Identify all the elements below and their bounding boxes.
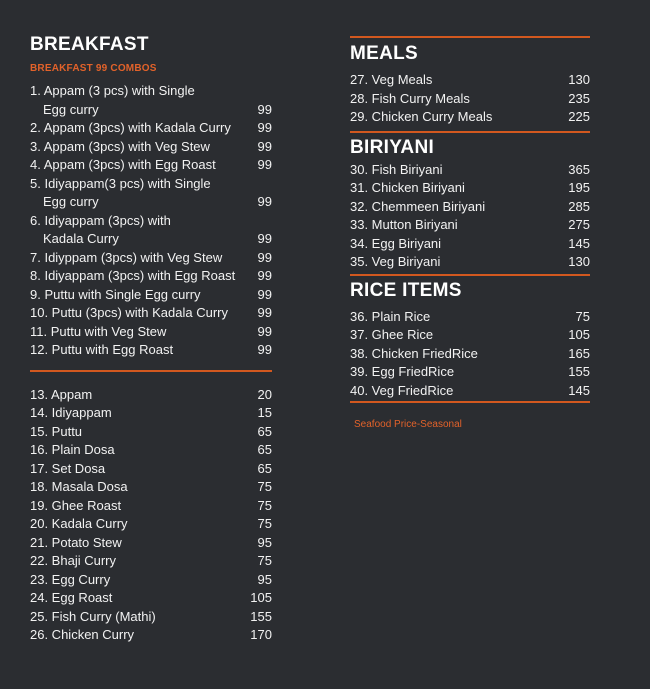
menu-item [350, 253, 590, 272]
menu-item-price: 195 [568, 180, 590, 195]
menu-item [350, 198, 590, 217]
menu-item-name: 19. Ghee Roast [30, 497, 122, 513]
menu-item-price: 99 [257, 323, 272, 339]
section-divider [30, 370, 272, 372]
menu-item [350, 71, 590, 90]
menu-item-name: 25. Fish Curry (Mathi) [30, 608, 156, 624]
menu-item [350, 363, 590, 382]
menu-item-price: 275 [568, 217, 590, 232]
menu-item-name: 28. Fish Curry Meals [350, 90, 470, 106]
menu-item-name: 7. Idiyppam (3pcs) with Veg Stew [30, 249, 223, 265]
menu-item-name: 32. Chemmeen Biriyani [350, 198, 486, 214]
menu-item-price: 99 [257, 342, 272, 357]
menu-item-name: 35. Veg Biriyani [350, 254, 441, 269]
menu-item-price: 170 [250, 627, 272, 642]
menu-item [30, 608, 272, 627]
menu-item [350, 326, 590, 345]
menu-item [350, 235, 590, 254]
menu-item-name: 36. Plain Rice [350, 308, 431, 324]
menu-item [30, 212, 272, 249]
menu-item-price: 65 [257, 442, 272, 457]
menu-item-name: 5. Idiyappam(3 pcs) with Single [30, 175, 211, 191]
menu-item-name: Egg curry [43, 101, 99, 117]
menu-item-name: 15. Puttu [30, 423, 83, 439]
menu-item-name: 26. Chicken Curry [30, 627, 135, 642]
menu-item-price: 75 [257, 497, 272, 513]
menu-item-name: 34. Egg Biriyani [350, 235, 442, 251]
breakfast-column [30, 34, 272, 645]
menu-item-name: 2. Appam (3pcs) with Kadala Curry [30, 120, 231, 135]
menu-item-price: 99 [257, 194, 272, 209]
menu-item-price: 145 [568, 382, 590, 398]
menu-item [30, 119, 272, 138]
menu-item [350, 308, 590, 327]
menu-item-name: 33. Mutton Biriyani [350, 217, 458, 232]
menu-item [30, 249, 272, 268]
menu-item-row [30, 193, 272, 212]
menu-item-name: 30. Fish Biriyani [350, 161, 443, 177]
menu-item-name: 6. Idiyappam (3pcs) with [30, 212, 171, 228]
menu-item-name: 1. Appam (3 pcs) with Single [30, 83, 195, 98]
menu-item-price: 95 [257, 534, 272, 550]
menu-item-price: 130 [568, 72, 590, 87]
menu-item [30, 534, 272, 553]
menu-item-name: 4. Appam (3pcs) with Egg Roast [30, 157, 216, 172]
menu-item-price: 75 [257, 516, 272, 531]
right-column [350, 36, 590, 431]
menu-item-price: 95 [257, 571, 272, 587]
breakfast-item-list [30, 386, 272, 645]
menu-item-row [30, 101, 272, 120]
menu-item [30, 82, 272, 119]
menu-item-price: 99 [257, 305, 272, 320]
menu-item-price: 105 [250, 590, 272, 605]
menu-item-name: 22. Bhaji Curry [30, 553, 116, 568]
menu-item-name: 10. Puttu (3pcs) with Kadala Curry [30, 305, 228, 320]
menu-item-name: Egg curry [43, 194, 99, 209]
menu-item-price: 65 [257, 460, 272, 476]
menu-item [350, 382, 590, 401]
menu-item-name: 24. Egg Roast [30, 590, 113, 605]
menu-item-price: 65 [257, 423, 272, 439]
menu-item-price: 99 [257, 138, 272, 154]
menu-item [30, 138, 272, 157]
menu-item-price: 99 [257, 231, 272, 246]
menu-item-price: 365 [568, 161, 590, 177]
menu-item-name: 13. Appam [30, 386, 93, 402]
menu-item-price: 75 [575, 308, 590, 324]
menu-item-name: 37. Ghee Rice [350, 327, 434, 342]
menu-item-name: 20. Kadala Curry [30, 516, 128, 531]
menu-item-name: 21. Potato Stew [30, 534, 122, 550]
menu-item [30, 175, 272, 212]
menu-item-name: 40. Veg FriedRice [350, 382, 454, 398]
menu-item [30, 423, 272, 442]
menu-item-price: 99 [257, 101, 272, 117]
menu-item-name: 9. Puttu with Single Egg curry [30, 286, 201, 302]
menu-item-name: 31. Chicken Biriyani [350, 180, 465, 195]
menu-item-price: 155 [250, 608, 272, 624]
section-divider [350, 131, 590, 133]
meals-heading: MEALS [350, 43, 418, 64]
menu-item-price: 99 [257, 120, 272, 135]
menu-item [30, 156, 272, 175]
menu-item-name: 8. Idiyappam (3pcs) with Egg Roast [30, 268, 236, 283]
menu-item-name: 39. Egg FriedRice [350, 364, 455, 379]
menu-item-name: 27. Veg Meals [350, 72, 433, 87]
menu-item [350, 90, 590, 109]
menu-item [30, 589, 272, 608]
menu-item-price: 145 [568, 235, 590, 251]
menu-item [30, 323, 272, 342]
menu-item [30, 552, 272, 571]
menu-item-name: 12. Puttu with Egg Roast [30, 342, 174, 357]
menu-item [30, 386, 272, 405]
menu-item [30, 441, 272, 460]
menu-item [30, 571, 272, 590]
menu-item [30, 626, 272, 645]
menu-item-name: Kadala Curry [43, 231, 119, 246]
menu-item-price: 235 [568, 90, 590, 106]
menu-item-price: 75 [257, 479, 272, 494]
section-divider [350, 36, 590, 38]
seafood-price-note: Seafood Price-Seasonal [354, 419, 462, 430]
menu-item [350, 216, 590, 235]
biriyani-item-list [350, 161, 590, 272]
menu-item [350, 161, 590, 180]
menu-item [30, 341, 272, 360]
menu-item-name: 29. Chicken Curry Meals [350, 109, 493, 124]
menu-item-name: 18. Masala Dosa [30, 479, 128, 494]
breakfast-combo-list [30, 82, 272, 360]
menu-item-price: 99 [257, 286, 272, 302]
menu-item-price: 99 [257, 249, 272, 265]
menu-item-name: 17. Set Dosa [30, 460, 106, 476]
menu-item [30, 304, 272, 323]
menu-item-price: 155 [568, 364, 590, 379]
rice-item-list [350, 308, 590, 401]
menu-item-price: 130 [568, 254, 590, 269]
menu-item-price: 285 [568, 198, 590, 214]
menu-item-row [30, 230, 272, 249]
menu-item-price: 99 [257, 157, 272, 172]
menu-item [350, 179, 590, 198]
meals-item-list [350, 71, 590, 127]
menu-item-name: 14. Idiyappam [30, 405, 112, 420]
biriyani-heading: BIRIYANI [350, 136, 435, 158]
menu-item [30, 497, 272, 516]
menu-item-name: 11. Puttu with Veg Stew [30, 323, 167, 339]
menu-item-name: 16. Plain Dosa [30, 442, 115, 457]
menu-item-price: 75 [257, 553, 272, 568]
menu-item-name: 38. Chicken FriedRice [350, 345, 478, 361]
breakfast-heading: BREAKFAST [30, 34, 149, 55]
menu-item-price: 99 [257, 268, 272, 283]
menu-item [30, 267, 272, 286]
menu-item [30, 286, 272, 305]
menu-item-price: 15 [257, 405, 272, 420]
menu-item-name: 23. Egg Curry [30, 571, 111, 587]
menu-item [350, 108, 590, 127]
menu-item-price: 105 [568, 327, 590, 342]
rice-items-heading: RICE ITEMS [350, 279, 462, 301]
menu-item-name: 3. Appam (3pcs) with Veg Stew [30, 138, 210, 154]
menu-item-price: 20 [257, 386, 272, 402]
menu-item-price: 165 [568, 345, 590, 361]
menu-item [30, 515, 272, 534]
section-divider [350, 401, 590, 403]
breakfast-combos-subheading: BREAKFAST 99 COMBOS [30, 63, 157, 74]
menu-item [350, 345, 590, 364]
menu-item [30, 460, 272, 479]
menu-item-price: 225 [568, 109, 590, 124]
menu-item [30, 478, 272, 497]
menu-item [30, 404, 272, 423]
section-divider [350, 274, 590, 276]
